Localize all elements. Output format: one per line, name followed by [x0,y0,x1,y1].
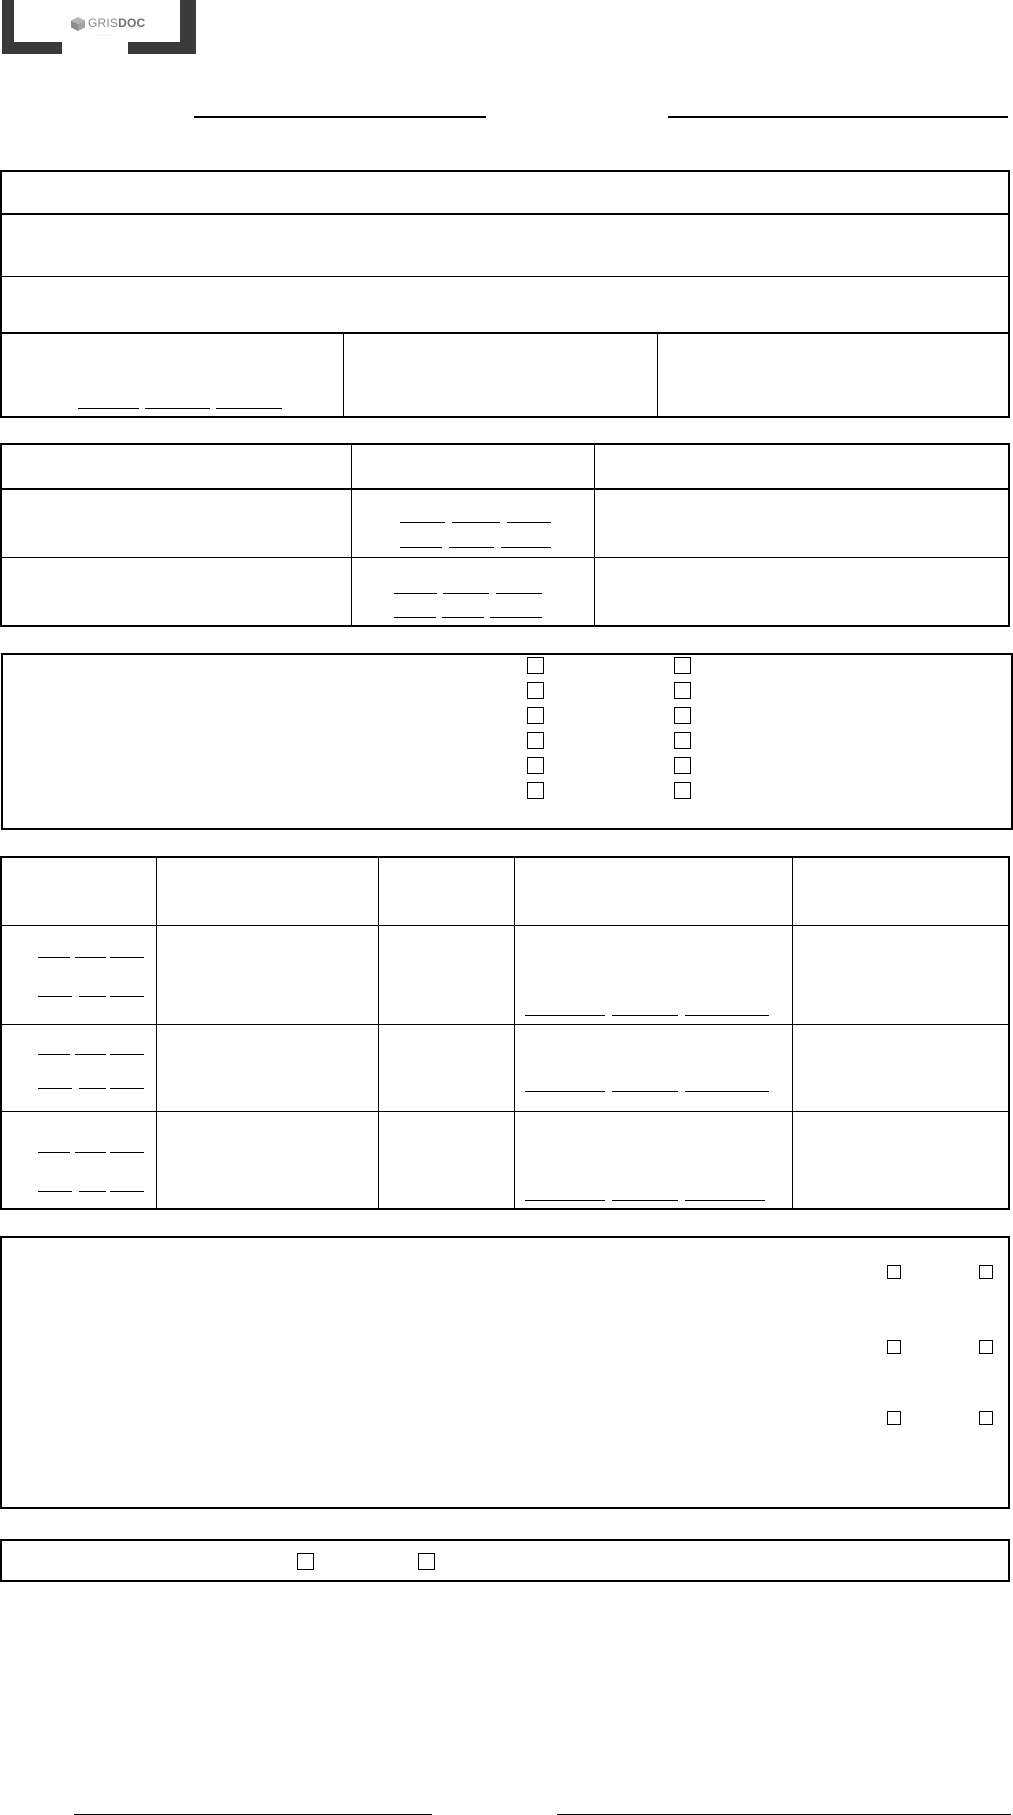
logo-tagline: ············ [96,33,112,38]
checkbox-no-6[interactable] [674,782,691,799]
checkbox-option-1[interactable] [297,1553,314,1570]
date-blank[interactable] [443,593,489,594]
date-blank[interactable] [525,1015,605,1016]
section-option-row [0,1539,1010,1582]
date-blank[interactable] [442,617,484,618]
row-divider [0,276,1010,277]
date-blank[interactable] [110,1054,144,1055]
date-blank[interactable] [38,1054,70,1055]
date-blank[interactable] [400,522,445,523]
checkbox-q3-yes[interactable] [887,1411,901,1425]
logo-frame-gap [62,42,128,54]
checkbox-yes-1[interactable] [527,657,544,674]
section-identification [0,170,1010,418]
section-records-table [0,856,1010,1210]
checkbox-no-3[interactable] [674,707,691,724]
date-blank[interactable] [449,547,494,548]
date-blank[interactable] [75,957,106,958]
col-divider [514,856,515,1210]
row-divider [0,925,1010,926]
cube-logo-icon [70,16,86,32]
section-dates-table [0,443,1010,627]
checkbox-yes-6[interactable] [527,782,544,799]
date-blank[interactable] [525,1091,605,1092]
date-blank[interactable] [75,1152,106,1153]
checkbox-q1-no[interactable] [979,1265,993,1279]
date-blank-month[interactable] [145,408,210,409]
date-blank-year[interactable] [216,408,282,409]
date-blank[interactable] [38,1191,72,1192]
date-blank[interactable] [612,1200,678,1201]
row-divider [0,1111,1010,1112]
row-divider [0,557,1010,558]
checkbox-q3-no[interactable] [979,1411,993,1425]
date-blank[interactable] [452,522,500,523]
col-divider [657,332,658,418]
date-blank[interactable] [79,996,106,997]
section-questions [0,1236,1010,1509]
date-blank[interactable] [110,957,144,958]
date-blank-day[interactable] [78,408,139,409]
date-blank[interactable] [685,1200,765,1201]
header-line-left [194,116,486,118]
date-blank[interactable] [525,1200,605,1201]
date-blank[interactable] [79,1088,106,1089]
date-blank[interactable] [110,1191,144,1192]
col-divider [351,443,352,627]
date-blank[interactable] [38,996,72,997]
row-divider [0,488,1010,490]
section-checklist [1,653,1013,830]
date-blank[interactable] [507,522,551,523]
date-blank[interactable] [79,1191,106,1192]
checkbox-no-1[interactable] [674,657,691,674]
checkbox-no-4[interactable] [674,732,691,749]
date-blank[interactable] [612,1015,678,1016]
date-blank[interactable] [110,1088,144,1089]
row-divider [0,213,1010,215]
date-blank[interactable] [75,1054,106,1055]
date-blank[interactable] [394,593,437,594]
checkbox-yes-4[interactable] [527,732,544,749]
checkbox-no-5[interactable] [674,757,691,774]
checkbox-q2-yes[interactable] [887,1340,901,1354]
date-blank[interactable] [38,1152,70,1153]
date-blank[interactable] [38,1088,72,1089]
checkbox-yes-2[interactable] [527,682,544,699]
date-blank[interactable] [501,547,551,548]
col-divider [156,856,157,1210]
date-blank[interactable] [394,617,436,618]
date-blank[interactable] [400,547,442,548]
row-divider [0,1024,1010,1025]
date-blank[interactable] [612,1091,678,1092]
col-divider [343,332,344,418]
col-divider [378,856,379,1210]
checkbox-yes-3[interactable] [527,707,544,724]
checkbox-option-2[interactable] [418,1553,435,1570]
header-line-right [668,116,1008,118]
col-divider [792,856,793,1210]
date-blank[interactable] [490,617,542,618]
row-divider [0,332,1010,334]
checkbox-no-2[interactable] [674,682,691,699]
checkbox-q1-yes[interactable] [887,1265,901,1279]
logo-wordmark: GRISDOC [88,16,146,30]
date-blank[interactable] [38,957,70,958]
checkbox-yes-5[interactable] [527,757,544,774]
date-blank[interactable] [685,1015,769,1016]
date-blank[interactable] [110,1152,144,1153]
col-divider [594,443,595,627]
checkbox-q2-no[interactable] [979,1340,993,1354]
date-blank[interactable] [496,593,542,594]
date-blank[interactable] [685,1091,769,1092]
date-blank[interactable] [110,996,144,997]
